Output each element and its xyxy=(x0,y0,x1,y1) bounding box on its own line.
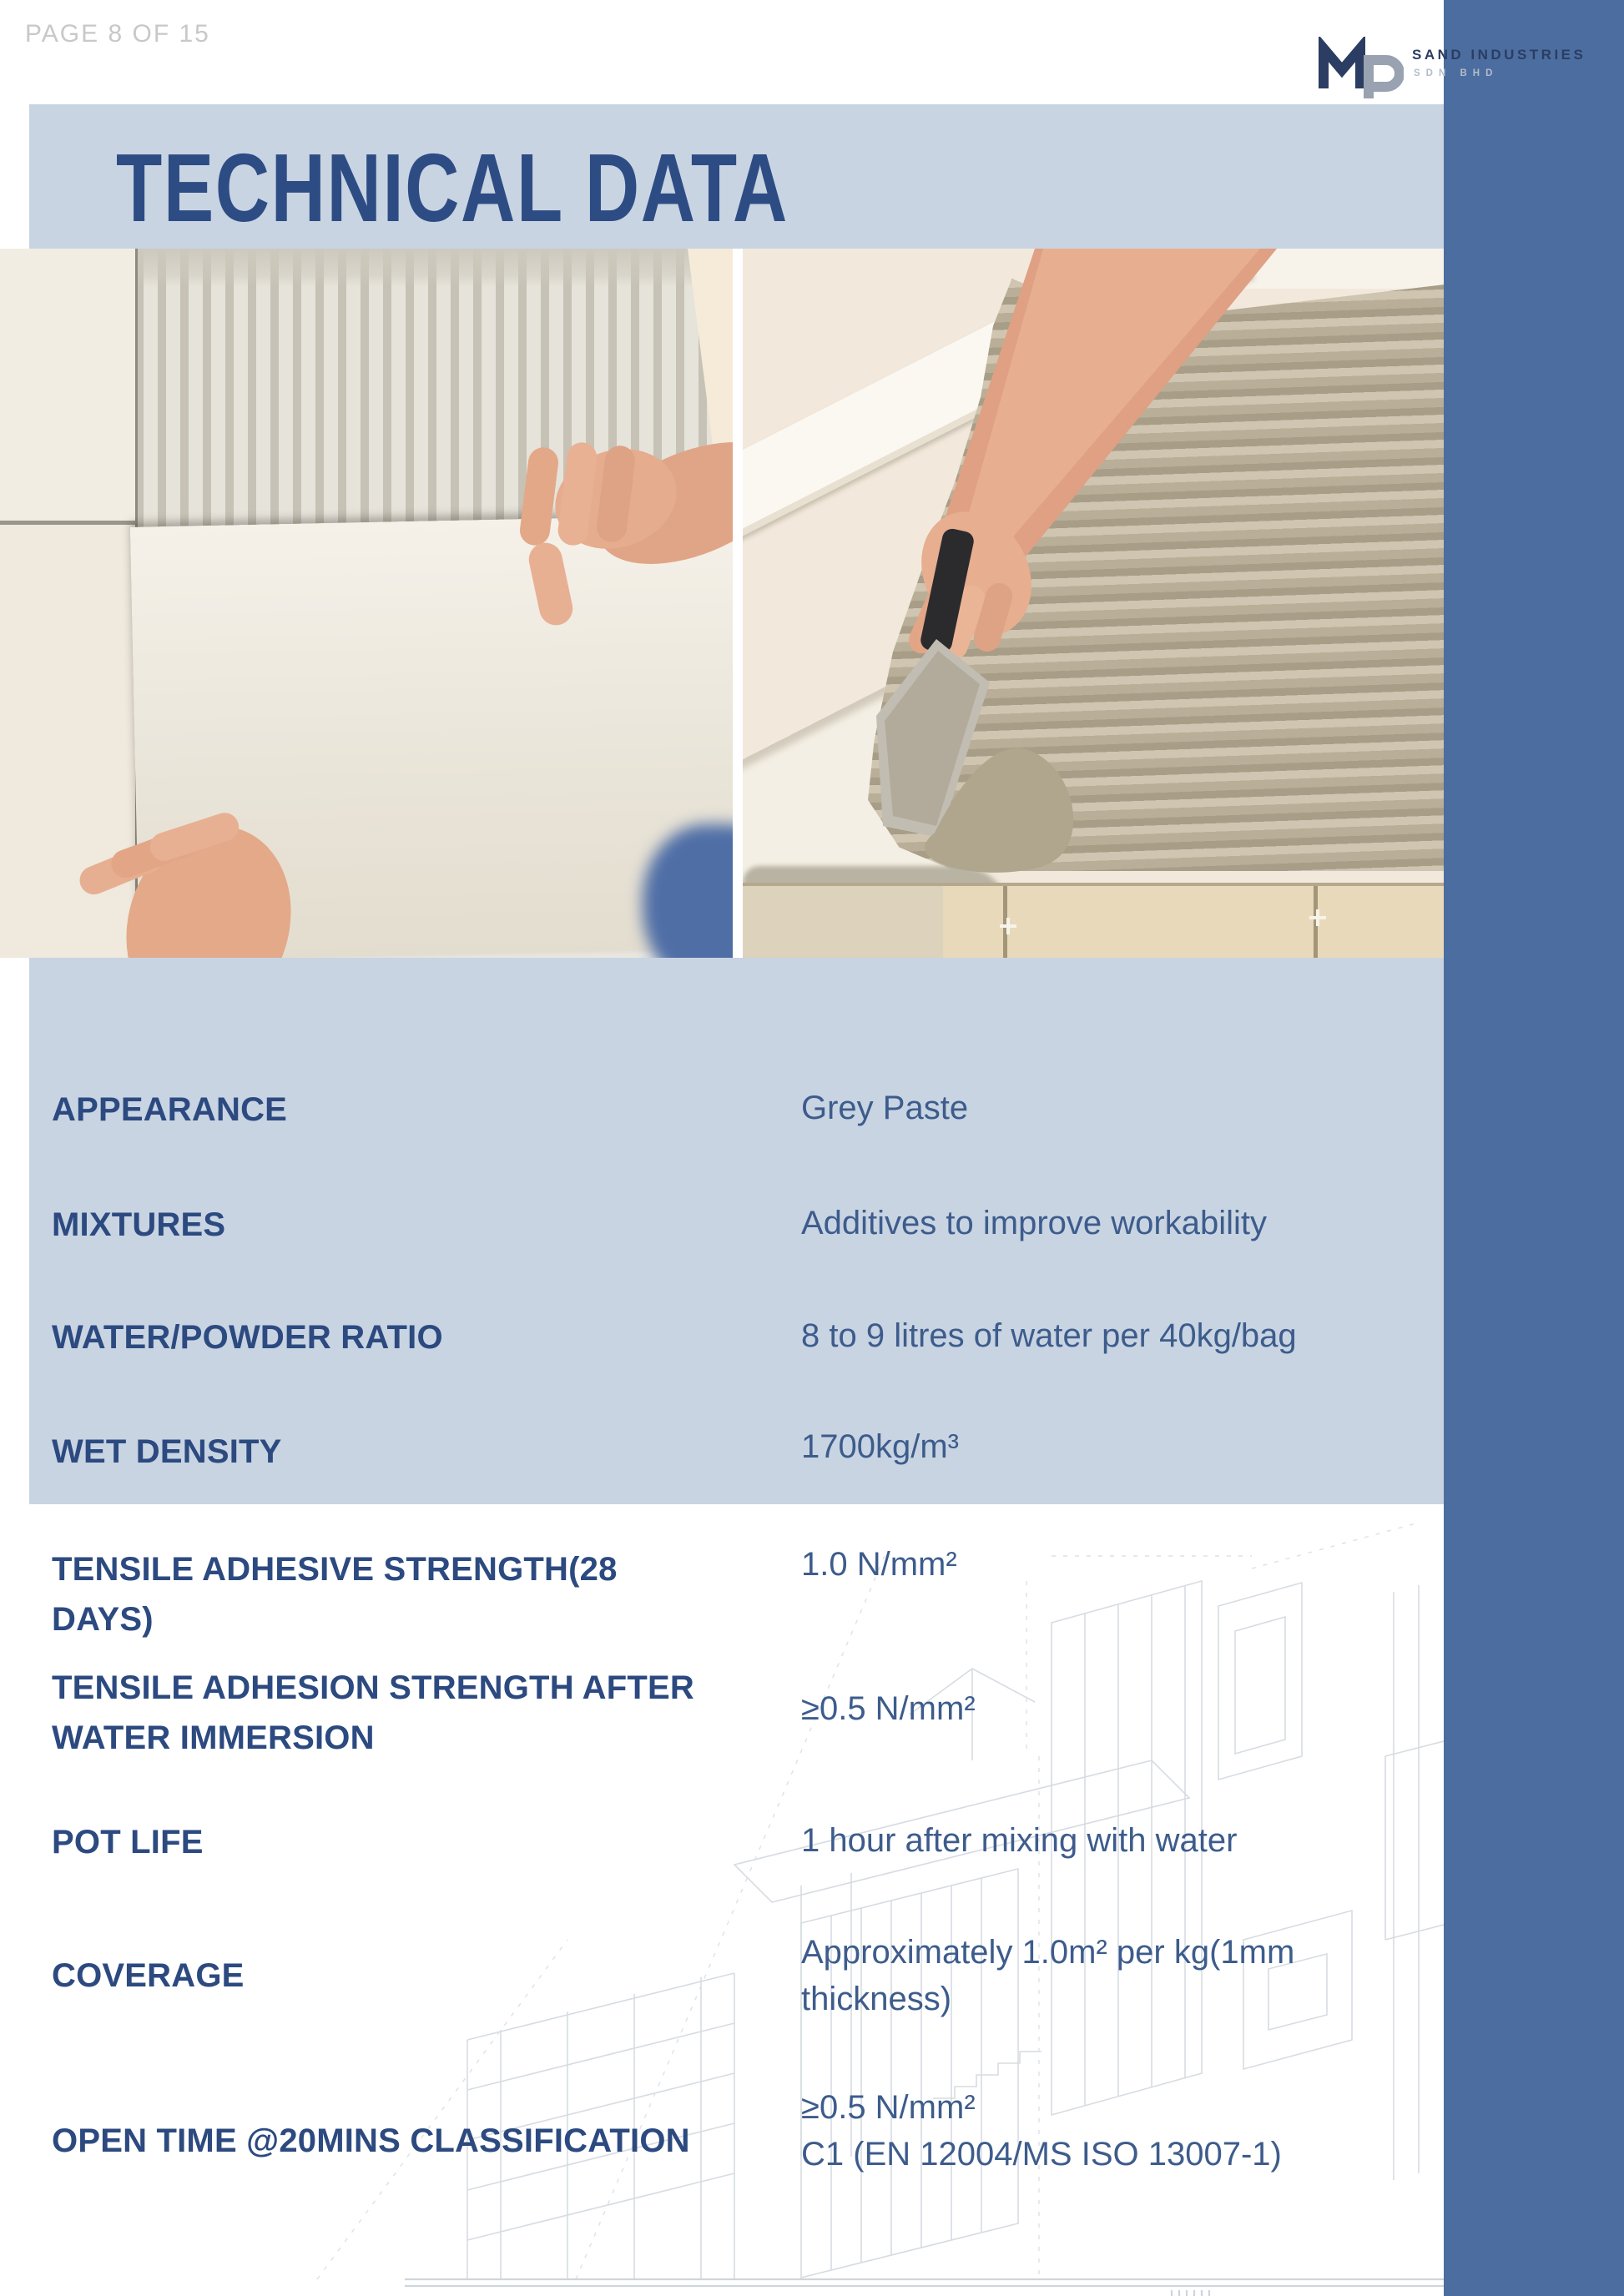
spec-value xyxy=(801,1541,1385,1588)
spec-label: MIXTURES xyxy=(52,1206,226,1243)
tile-spacer xyxy=(1000,918,1016,934)
page-title: TECHNICAL DATA xyxy=(116,133,789,242)
spec-value xyxy=(801,2084,1385,2178)
spec-value-line: Approximately 1.0m² per kg(1mm thickness) xyxy=(801,1934,1295,2017)
spec-value-line: ≥0.5 N/mm² xyxy=(801,2089,976,2126)
spec-value xyxy=(801,1085,1385,1131)
spec-label: APPEARANCE xyxy=(52,1091,288,1128)
spec-value xyxy=(801,1685,1385,1732)
spec-label: COVERAGE xyxy=(52,1957,245,1994)
photo-tile-installation-left xyxy=(0,249,733,958)
page-indicator: PAGE 8 OF 15 xyxy=(25,20,210,48)
spec-value xyxy=(801,1200,1385,1246)
spec-value xyxy=(801,1423,1385,1470)
spec-label: TENSILE ADHESION STRENGTH AFTER WATER IMMERSION xyxy=(52,1669,694,1756)
arm-and-trowel-illustration xyxy=(743,249,1444,958)
spec-value-line: 1.0 N/mm² xyxy=(801,1546,957,1583)
spec-value-line: 1 hour after mixing with water xyxy=(801,1822,1238,1859)
logo-company-suffix: SDN BHD xyxy=(1414,68,1499,78)
photo-tile-installation-right xyxy=(743,249,1444,958)
spec-value xyxy=(801,1312,1385,1359)
spec-label: WATER/POWDER RATIO xyxy=(52,1319,443,1356)
right-accent-band xyxy=(1444,0,1624,2296)
spec-label: POT LIFE xyxy=(52,1824,204,1860)
spec-value xyxy=(801,1929,1385,2022)
spec-value-line: Additives to improve workability xyxy=(801,1205,1267,1241)
spec-value-line: 1700kg/m³ xyxy=(801,1428,959,1465)
spec-label: TENSILE ADHESIVE STRENGTH(28 DAYS) xyxy=(52,1551,618,1638)
spec-value-line: Grey Paste xyxy=(801,1090,969,1126)
spec-value xyxy=(801,1817,1385,1864)
spec-value-line: 8 to 9 litres of water per 40kg/bag xyxy=(801,1317,1297,1354)
spec-value-line: C1 (EN 12004/MS ISO 13007-1) xyxy=(801,2136,1282,2173)
spec-label: WET DENSITY xyxy=(52,1433,282,1470)
tile-spacer xyxy=(1309,909,1326,926)
spec-value-line: ≥0.5 N/mm² xyxy=(801,1690,976,1727)
hands-illustration xyxy=(0,249,733,958)
logo-company-name: SAND INDUSTRIES xyxy=(1412,47,1586,63)
spec-label: OPEN TIME @20MINS CLASSIFICATION xyxy=(52,2122,690,2159)
logo-mp-monogram-icon xyxy=(1317,37,1404,100)
